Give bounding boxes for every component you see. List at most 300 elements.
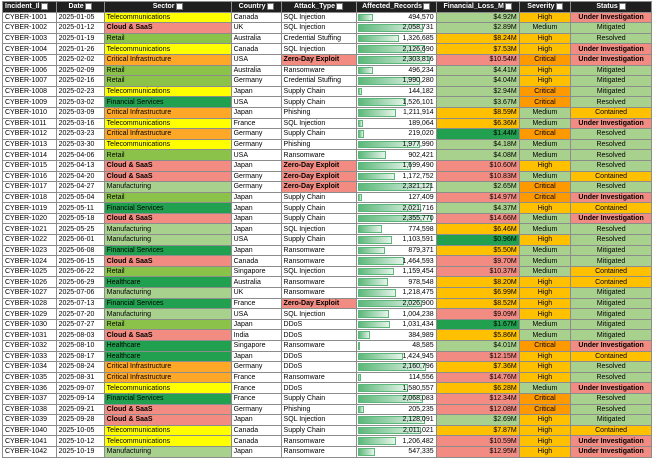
- cell-sector[interactable]: Telecommunications: [104, 436, 231, 447]
- cell-country[interactable]: USA: [231, 309, 281, 320]
- cell-country[interactable]: Canada: [231, 44, 281, 55]
- cell-date[interactable]: 2025-09-14: [56, 393, 104, 404]
- cell-affected-records[interactable]: [356, 12, 436, 23]
- cell-incident-id[interactable]: CYBER-1003: [3, 33, 57, 44]
- cell-affected-records[interactable]: [356, 150, 436, 161]
- cell-affected-records[interactable]: [356, 182, 436, 193]
- cell-financial-loss[interactable]: $6.28M: [436, 383, 519, 394]
- cell-country[interactable]: Germany: [231, 182, 281, 193]
- cell-financial-loss[interactable]: $2.89M: [436, 23, 519, 34]
- table-row[interactable]: [3, 256, 652, 267]
- cell-affected-records[interactable]: [356, 224, 436, 235]
- cell-country[interactable]: Japan: [231, 415, 281, 426]
- table-row[interactable]: [3, 33, 652, 44]
- cell-date[interactable]: 2025-01-12: [56, 23, 104, 34]
- cell-sector[interactable]: Manufacturing: [104, 446, 231, 457]
- header-country[interactable]: Country: [231, 2, 281, 13]
- cell-incident-id[interactable]: CYBER-1025: [3, 266, 57, 277]
- cell-affected-records[interactable]: [356, 192, 436, 203]
- header-severity[interactable]: Severity: [519, 2, 570, 13]
- cell-incident-id[interactable]: CYBER-1022: [3, 235, 57, 246]
- cell-severity[interactable]: High: [519, 277, 570, 288]
- cell-date[interactable]: 2025-08-31: [56, 372, 104, 383]
- table-row[interactable]: [3, 44, 652, 55]
- cell-severity[interactable]: Critical: [519, 393, 570, 404]
- cell-affected-records[interactable]: [356, 425, 436, 436]
- cell-financial-loss[interactable]: $4.04M: [436, 76, 519, 87]
- cell-date[interactable]: 2025-06-08: [56, 245, 104, 256]
- cell-severity[interactable]: Critical: [519, 86, 570, 97]
- cell-incident-id[interactable]: CYBER-1011: [3, 118, 57, 129]
- cell-financial-loss[interactable]: $8.20M: [436, 277, 519, 288]
- cell-date[interactable]: 2025-04-06: [56, 150, 104, 161]
- cell-affected-records[interactable]: [356, 288, 436, 299]
- table-row[interactable]: [3, 319, 652, 330]
- filter-dropdown-icon[interactable]: [336, 3, 343, 10]
- cell-affected-records[interactable]: [356, 160, 436, 171]
- cell-severity[interactable]: Medium: [519, 266, 570, 277]
- cell-financial-loss[interactable]: $5.86M: [436, 330, 519, 341]
- cell-sector[interactable]: Retail: [104, 150, 231, 161]
- cell-incident-id[interactable]: CYBER-1004: [3, 44, 57, 55]
- cell-incident-id[interactable]: CYBER-1042: [3, 446, 57, 457]
- cell-attack-type[interactable]: Zero-Day Exploit: [281, 54, 356, 65]
- cell-financial-loss[interactable]: $6.36M: [436, 118, 519, 129]
- cell-affected-records[interactable]: [356, 436, 436, 447]
- cell-country[interactable]: Germany: [231, 139, 281, 150]
- table-row[interactable]: [3, 118, 652, 129]
- cell-status[interactable]: Under Investigation: [571, 436, 652, 447]
- cell-country[interactable]: France: [231, 372, 281, 383]
- cell-attack-type[interactable]: SQL Injection: [281, 118, 356, 129]
- cell-date[interactable]: 2025-03-02: [56, 97, 104, 108]
- cell-affected-records[interactable]: [356, 372, 436, 383]
- cell-sector[interactable]: Manufacturing: [104, 182, 231, 193]
- cell-status[interactable]: Resolved: [571, 129, 652, 140]
- cell-severity[interactable]: Medium: [519, 319, 570, 330]
- cell-country[interactable]: Germany: [231, 76, 281, 87]
- cell-severity[interactable]: High: [519, 351, 570, 362]
- cell-affected-records[interactable]: [356, 65, 436, 76]
- cell-status[interactable]: Under Investigation: [571, 446, 652, 457]
- cell-financial-loss[interactable]: $10.54M: [436, 54, 519, 65]
- table-row[interactable]: [3, 393, 652, 404]
- cell-incident-id[interactable]: CYBER-1002: [3, 23, 57, 34]
- cell-incident-id[interactable]: CYBER-1013: [3, 139, 57, 150]
- table-row[interactable]: [3, 139, 652, 150]
- cell-financial-loss[interactable]: $4.41M: [436, 65, 519, 76]
- cell-affected-records[interactable]: [356, 33, 436, 44]
- table-row[interactable]: [3, 203, 652, 214]
- header-sector[interactable]: Sector: [104, 2, 231, 13]
- cell-affected-records[interactable]: [356, 213, 436, 224]
- cell-attack-type[interactable]: Supply Chain: [281, 86, 356, 97]
- cell-affected-records[interactable]: [356, 298, 436, 309]
- cell-affected-records[interactable]: [356, 446, 436, 457]
- table-row[interactable]: [3, 404, 652, 415]
- cell-financial-loss[interactable]: $9.70M: [436, 256, 519, 267]
- cell-sector[interactable]: Healthcare: [104, 341, 231, 352]
- cell-status[interactable]: Resolved: [571, 182, 652, 193]
- cell-attack-type[interactable]: SQL Injection: [281, 23, 356, 34]
- cell-financial-loss[interactable]: $14.97M: [436, 192, 519, 203]
- cell-sector[interactable]: Cloud & SaaS: [104, 330, 231, 341]
- cell-financial-loss[interactable]: $4.18M: [436, 139, 519, 150]
- filter-dropdown-icon[interactable]: [619, 3, 626, 10]
- cell-severity[interactable]: Medium: [519, 256, 570, 267]
- cell-affected-records[interactable]: [356, 415, 436, 426]
- cell-status[interactable]: Resolved: [571, 372, 652, 383]
- cell-attack-type[interactable]: SQL Injection: [281, 224, 356, 235]
- cell-affected-records[interactable]: [356, 139, 436, 150]
- cell-sector[interactable]: Manufacturing: [104, 235, 231, 246]
- cell-incident-id[interactable]: CYBER-1014: [3, 150, 57, 161]
- cell-attack-type[interactable]: Ransomware: [281, 372, 356, 383]
- cell-incident-id[interactable]: CYBER-1023: [3, 245, 57, 256]
- cell-sector[interactable]: Telecommunications: [104, 12, 231, 23]
- cell-sector[interactable]: Healthcare: [104, 351, 231, 362]
- cell-affected-records[interactable]: [356, 118, 436, 129]
- cell-sector[interactable]: Financial Services: [104, 298, 231, 309]
- cell-country[interactable]: USA: [231, 150, 281, 161]
- cell-country[interactable]: Japan: [231, 245, 281, 256]
- cell-status[interactable]: Under Investigation: [571, 383, 652, 394]
- cell-date[interactable]: 2025-08-17: [56, 351, 104, 362]
- cell-sector[interactable]: Cloud & SaaS: [104, 256, 231, 267]
- cell-attack-type[interactable]: Zero-Day Exploit: [281, 298, 356, 309]
- cell-financial-loss[interactable]: $4.01M: [436, 341, 519, 352]
- cell-sector[interactable]: Telecommunications: [104, 86, 231, 97]
- cell-status[interactable]: Under Investigation: [571, 213, 652, 224]
- cell-financial-loss[interactable]: $5.50M: [436, 245, 519, 256]
- cell-status[interactable]: Resolved: [571, 404, 652, 415]
- cell-sector[interactable]: Telecommunications: [104, 44, 231, 55]
- cell-sector[interactable]: Cloud & SaaS: [104, 415, 231, 426]
- cell-country[interactable]: Australia: [231, 33, 281, 44]
- cell-status[interactable]: Mitigated: [571, 330, 652, 341]
- cell-financial-loss[interactable]: $3.67M: [436, 97, 519, 108]
- cell-sector[interactable]: Cloud & SaaS: [104, 160, 231, 171]
- table-row[interactable]: [3, 224, 652, 235]
- cell-severity[interactable]: Medium: [519, 383, 570, 394]
- cell-country[interactable]: Singapore: [231, 266, 281, 277]
- cell-affected-records[interactable]: [356, 319, 436, 330]
- cell-sector[interactable]: Financial Services: [104, 393, 231, 404]
- header-status[interactable]: Status: [571, 2, 652, 13]
- cell-severity[interactable]: High: [519, 65, 570, 76]
- cell-financial-loss[interactable]: $2.65M: [436, 182, 519, 193]
- cell-affected-records[interactable]: [356, 76, 436, 87]
- cell-sector[interactable]: Retail: [104, 76, 231, 87]
- cell-attack-type[interactable]: DDoS: [281, 330, 356, 341]
- cell-financial-loss[interactable]: $6.99M: [436, 288, 519, 299]
- cell-attack-type[interactable]: Phishing: [281, 107, 356, 118]
- cell-severity[interactable]: High: [519, 76, 570, 87]
- cell-severity[interactable]: Critical: [519, 341, 570, 352]
- cell-incident-id[interactable]: CYBER-1033: [3, 351, 57, 362]
- cell-country[interactable]: Japan: [231, 203, 281, 214]
- cell-date[interactable]: 2025-10-05: [56, 425, 104, 436]
- cell-sector[interactable]: Manufacturing: [104, 309, 231, 320]
- cell-country[interactable]: Japan: [231, 192, 281, 203]
- cell-country[interactable]: Germany: [231, 362, 281, 373]
- cell-severity[interactable]: Medium: [519, 23, 570, 34]
- cell-attack-type[interactable]: Ransomware: [281, 65, 356, 76]
- cell-attack-type[interactable]: SQL Injection: [281, 266, 356, 277]
- cell-country[interactable]: USA: [231, 235, 281, 246]
- cell-severity[interactable]: High: [519, 415, 570, 426]
- cell-country[interactable]: Germany: [231, 129, 281, 140]
- cell-affected-records[interactable]: [356, 129, 436, 140]
- cell-incident-id[interactable]: CYBER-1034: [3, 362, 57, 373]
- header-attack-type[interactable]: Attack_Type: [281, 2, 356, 13]
- cell-affected-records[interactable]: [356, 266, 436, 277]
- cell-financial-loss[interactable]: $7.36M: [436, 362, 519, 373]
- filter-dropdown-icon[interactable]: [267, 3, 274, 10]
- cell-sector[interactable]: Cloud & SaaS: [104, 213, 231, 224]
- cell-status[interactable]: Resolved: [571, 33, 652, 44]
- header-affected-records[interactable]: Affected_Records: [356, 2, 436, 13]
- cell-attack-type[interactable]: Phishing: [281, 139, 356, 150]
- cell-incident-id[interactable]: CYBER-1041: [3, 436, 57, 447]
- table-row[interactable]: [3, 65, 652, 76]
- table-row[interactable]: [3, 383, 652, 394]
- cell-financial-loss[interactable]: $10.83M: [436, 171, 519, 182]
- cell-sector[interactable]: Financial Services: [104, 245, 231, 256]
- table-row[interactable]: [3, 245, 652, 256]
- cell-incident-id[interactable]: CYBER-1020: [3, 213, 57, 224]
- cell-status[interactable]: Mitigated: [571, 245, 652, 256]
- cell-incident-id[interactable]: CYBER-1017: [3, 182, 57, 193]
- cell-date[interactable]: 2025-10-19: [56, 446, 104, 457]
- cell-severity[interactable]: Medium: [519, 330, 570, 341]
- table-row[interactable]: [3, 192, 652, 203]
- table-row[interactable]: [3, 129, 652, 140]
- cell-sector[interactable]: Manufacturing: [104, 224, 231, 235]
- cell-country[interactable]: Japan: [231, 224, 281, 235]
- cell-status[interactable]: Resolved: [571, 362, 652, 373]
- cell-attack-type[interactable]: Zero-Day Exploit: [281, 182, 356, 193]
- cell-affected-records[interactable]: [356, 383, 436, 394]
- cell-severity[interactable]: Critical: [519, 54, 570, 65]
- cell-country[interactable]: Japan: [231, 86, 281, 97]
- cell-severity[interactable]: Medium: [519, 245, 570, 256]
- cell-country[interactable]: Canada: [231, 12, 281, 23]
- cell-date[interactable]: 2025-02-23: [56, 86, 104, 97]
- cell-sector[interactable]: Cloud & SaaS: [104, 404, 231, 415]
- cell-affected-records[interactable]: [356, 330, 436, 341]
- cell-date[interactable]: 2025-03-23: [56, 129, 104, 140]
- table-row[interactable]: [3, 309, 652, 320]
- cell-incident-id[interactable]: CYBER-1007: [3, 76, 57, 87]
- cell-attack-type[interactable]: DDoS: [281, 362, 356, 373]
- cell-date[interactable]: 2025-03-30: [56, 139, 104, 150]
- cell-incident-id[interactable]: CYBER-1012: [3, 129, 57, 140]
- cell-attack-type[interactable]: Ransomware: [281, 341, 356, 352]
- cell-incident-id[interactable]: CYBER-1009: [3, 97, 57, 108]
- cell-date[interactable]: 2025-01-26: [56, 44, 104, 55]
- table-row[interactable]: [3, 362, 652, 373]
- cell-severity[interactable]: High: [519, 362, 570, 373]
- cell-country[interactable]: Australia: [231, 65, 281, 76]
- cell-status[interactable]: Mitigated: [571, 256, 652, 267]
- cell-incident-id[interactable]: CYBER-1030: [3, 319, 57, 330]
- table-row[interactable]: [3, 76, 652, 87]
- cell-attack-type[interactable]: Supply Chain: [281, 192, 356, 203]
- cell-status[interactable]: Mitigated: [571, 309, 652, 320]
- cell-incident-id[interactable]: CYBER-1038: [3, 404, 57, 415]
- cell-severity[interactable]: High: [519, 309, 570, 320]
- cell-attack-type[interactable]: Ransomware: [281, 256, 356, 267]
- cell-sector[interactable]: Retail: [104, 319, 231, 330]
- cell-status[interactable]: Resolved: [571, 160, 652, 171]
- cell-financial-loss[interactable]: $1.67M: [436, 319, 519, 330]
- cell-incident-id[interactable]: CYBER-1027: [3, 288, 57, 299]
- cell-sector[interactable]: Telecommunications: [104, 118, 231, 129]
- cell-status[interactable]: Contained: [571, 351, 652, 362]
- cell-status[interactable]: Under Investigation: [571, 192, 652, 203]
- cell-attack-type[interactable]: Ransomware: [281, 436, 356, 447]
- table-row[interactable]: [3, 288, 652, 299]
- cell-incident-id[interactable]: CYBER-1032: [3, 341, 57, 352]
- cell-status[interactable]: Resolved: [571, 150, 652, 161]
- cell-country[interactable]: Australia: [231, 277, 281, 288]
- cell-status[interactable]: Resolved: [571, 139, 652, 150]
- cell-financial-loss[interactable]: $1.44M: [436, 129, 519, 140]
- cell-financial-loss[interactable]: $12.15M: [436, 351, 519, 362]
- cell-financial-loss[interactable]: $9.09M: [436, 309, 519, 320]
- cell-severity[interactable]: High: [519, 425, 570, 436]
- cell-severity[interactable]: High: [519, 436, 570, 447]
- table-row[interactable]: [3, 150, 652, 161]
- table-row[interactable]: [3, 23, 652, 34]
- cell-severity[interactable]: High: [519, 235, 570, 246]
- cell-date[interactable]: 2025-07-20: [56, 309, 104, 320]
- cell-incident-id[interactable]: CYBER-1037: [3, 393, 57, 404]
- cell-financial-loss[interactable]: $7.87M: [436, 425, 519, 436]
- table-row[interactable]: [3, 86, 652, 97]
- cell-financial-loss[interactable]: $4.92M: [436, 12, 519, 23]
- cell-financial-loss[interactable]: $0.96M: [436, 235, 519, 246]
- cell-status[interactable]: Mitigated: [571, 76, 652, 87]
- cell-sector[interactable]: Retail: [104, 65, 231, 76]
- cell-affected-records[interactable]: [356, 393, 436, 404]
- cell-sector[interactable]: Financial Services: [104, 203, 231, 214]
- cell-attack-type[interactable]: Ransomware: [281, 446, 356, 457]
- table-row[interactable]: [3, 12, 652, 23]
- cell-country[interactable]: France: [231, 118, 281, 129]
- cell-attack-type[interactable]: DDoS: [281, 351, 356, 362]
- cell-affected-records[interactable]: [356, 362, 436, 373]
- cell-attack-type[interactable]: Phishing: [281, 404, 356, 415]
- cell-date[interactable]: 2025-02-02: [56, 54, 104, 65]
- cell-country[interactable]: Japan: [231, 213, 281, 224]
- cell-sector[interactable]: Critical Infrastructure: [104, 362, 231, 373]
- cell-severity[interactable]: High: [519, 160, 570, 171]
- cell-incident-id[interactable]: CYBER-1019: [3, 203, 57, 214]
- cell-attack-type[interactable]: SQL Injection: [281, 415, 356, 426]
- cell-date[interactable]: 2025-10-12: [56, 436, 104, 447]
- cell-attack-type[interactable]: Supply Chain: [281, 129, 356, 140]
- cell-country[interactable]: Japan: [231, 351, 281, 362]
- cell-date[interactable]: 2025-06-22: [56, 266, 104, 277]
- cell-status[interactable]: Under Investigation: [571, 54, 652, 65]
- cell-incident-id[interactable]: CYBER-1039: [3, 415, 57, 426]
- filter-dropdown-icon[interactable]: [41, 3, 48, 10]
- cell-severity[interactable]: Medium: [519, 150, 570, 161]
- cell-incident-id[interactable]: CYBER-1035: [3, 372, 57, 383]
- cell-financial-loss[interactable]: $12.95M: [436, 446, 519, 457]
- cell-sector[interactable]: Retail: [104, 33, 231, 44]
- cell-date[interactable]: 2025-09-07: [56, 383, 104, 394]
- cell-country[interactable]: Canada: [231, 425, 281, 436]
- cell-incident-id[interactable]: CYBER-1001: [3, 12, 57, 23]
- cell-country[interactable]: Germany: [231, 171, 281, 182]
- cell-incident-id[interactable]: CYBER-1026: [3, 277, 57, 288]
- cell-date[interactable]: 2025-06-15: [56, 256, 104, 267]
- cell-sector[interactable]: Critical Infrastructure: [104, 129, 231, 140]
- cell-incident-id[interactable]: CYBER-1040: [3, 425, 57, 436]
- cell-date[interactable]: 2025-03-16: [56, 118, 104, 129]
- cell-financial-loss[interactable]: $14.66M: [436, 213, 519, 224]
- cell-status[interactable]: Resolved: [571, 224, 652, 235]
- cell-country[interactable]: UK: [231, 288, 281, 299]
- cell-severity[interactable]: High: [519, 12, 570, 23]
- cell-attack-type[interactable]: Supply Chain: [281, 97, 356, 108]
- cell-sector[interactable]: Retail: [104, 192, 231, 203]
- cell-severity[interactable]: High: [519, 33, 570, 44]
- filter-dropdown-icon[interactable]: [85, 3, 92, 10]
- cell-country[interactable]: Japan: [231, 446, 281, 457]
- cell-affected-records[interactable]: [356, 171, 436, 182]
- cell-incident-id[interactable]: CYBER-1029: [3, 309, 57, 320]
- cell-attack-type[interactable]: Supply Chain: [281, 203, 356, 214]
- cell-incident-id[interactable]: CYBER-1031: [3, 330, 57, 341]
- table-row[interactable]: [3, 182, 652, 193]
- cell-date[interactable]: 2025-02-16: [56, 76, 104, 87]
- cell-date[interactable]: 2025-01-05: [56, 12, 104, 23]
- cell-status[interactable]: Resolved: [571, 235, 652, 246]
- cell-severity[interactable]: Medium: [519, 139, 570, 150]
- cell-attack-type[interactable]: Supply Chain: [281, 235, 356, 246]
- cell-affected-records[interactable]: [356, 44, 436, 55]
- table-row[interactable]: [3, 213, 652, 224]
- cell-affected-records[interactable]: [356, 97, 436, 108]
- cell-attack-type[interactable]: DDoS: [281, 383, 356, 394]
- cell-status[interactable]: Mitigated: [571, 23, 652, 34]
- cell-sector[interactable]: Critical Infrastructure: [104, 372, 231, 383]
- cell-date[interactable]: 2025-01-19: [56, 33, 104, 44]
- cell-attack-type[interactable]: Ransomware: [281, 245, 356, 256]
- cell-financial-loss[interactable]: $14.76M: [436, 372, 519, 383]
- cell-incident-id[interactable]: CYBER-1015: [3, 160, 57, 171]
- cell-affected-records[interactable]: [356, 235, 436, 246]
- table-row[interactable]: [3, 425, 652, 436]
- cell-status[interactable]: Contained: [571, 107, 652, 118]
- cell-attack-type[interactable]: SQL Injection: [281, 309, 356, 320]
- cell-date[interactable]: 2025-02-09: [56, 65, 104, 76]
- cell-date[interactable]: 2025-05-11: [56, 203, 104, 214]
- cell-incident-id[interactable]: CYBER-1005: [3, 54, 57, 65]
- cell-affected-records[interactable]: [356, 23, 436, 34]
- cell-country[interactable]: Canada: [231, 436, 281, 447]
- cell-affected-records[interactable]: [356, 256, 436, 267]
- cell-date[interactable]: 2025-08-10: [56, 341, 104, 352]
- cell-attack-type[interactable]: Zero-Day Exploit: [281, 160, 356, 171]
- cell-date[interactable]: 2025-04-13: [56, 160, 104, 171]
- cell-sector[interactable]: Cloud & SaaS: [104, 23, 231, 34]
- cell-incident-id[interactable]: CYBER-1021: [3, 224, 57, 235]
